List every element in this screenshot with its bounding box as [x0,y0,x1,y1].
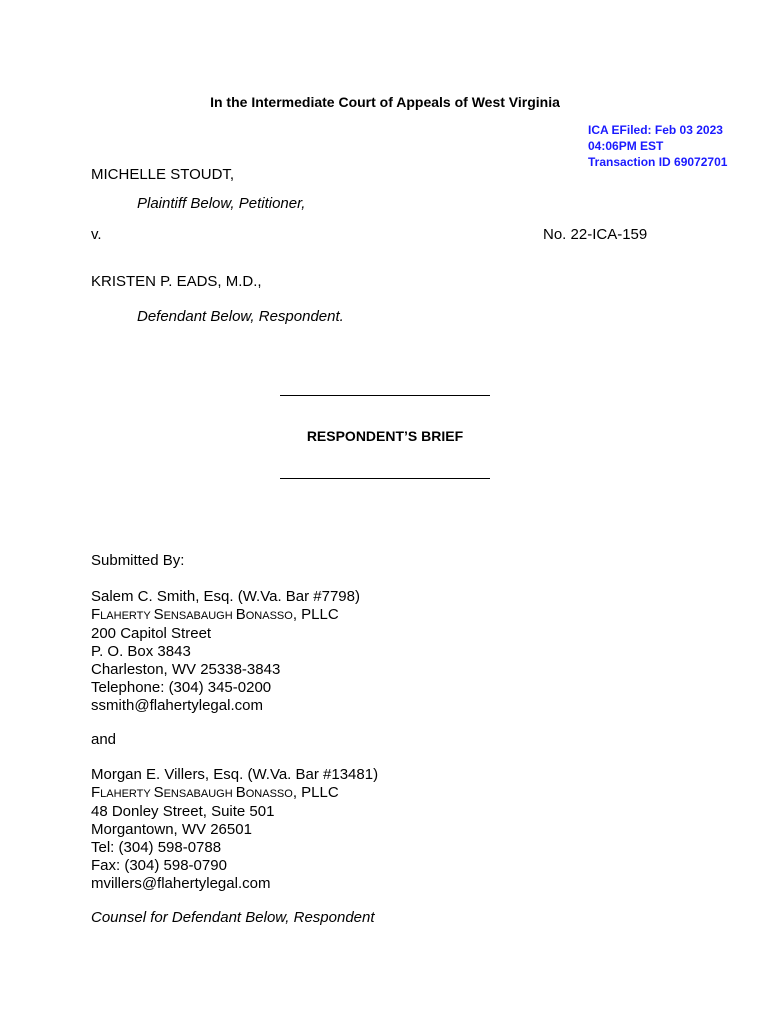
counsel-1-address-line-2: P. O. Box 3843 [91,643,191,660]
counsel-2-fax: Fax: (304) 598-0790 [91,857,227,874]
efile-time: 04:06PM EST [588,139,664,153]
efile-transaction-id: Transaction ID 69072701 [588,155,728,169]
counsel-designation: Counsel for Defendant Below, Respondent [91,909,375,926]
counsel-2-phone: Tel: (304) 598-0788 [91,839,222,856]
counsel-1-name: Salem C. Smith, Esq. (W.Va. Bar #7798) [91,588,360,605]
counsel-2-city: Morgantown, WV 26501 [91,821,252,838]
court-heading: In the Intermediate Court of Appeals of West Virginia [210,94,560,110]
brief-title: RESPONDENT’S BRIEF [306,428,464,444]
efile-date: ICA EFiled: Feb 03 2023 [588,123,723,137]
title-rule-top [280,395,490,396]
versus: v. [91,226,102,243]
petitioner-role: Plaintiff Below, Petitioner, [137,195,306,212]
respondent-role: Defendant Below, Respondent. [137,308,344,325]
counsel-block-2 [91,766,378,893]
counsel-2-email: mvillers@flahertylegal.com [91,875,271,892]
submitted-by-label: Submitted By: [91,552,185,569]
counsel-1-firm: FLAHERTY SENSABAUGH BONASSO, PLLC [91,606,339,623]
title-rule-bottom [280,478,490,479]
counsel-1-email: ssmith@flahertylegal.com [91,697,263,714]
case-number: No. 22-ICA-159 [543,226,648,243]
counsel-2-firm: FLAHERTY SENSABAUGH BONASSO, PLLC [91,784,339,801]
efile-stamp [588,122,727,170]
petitioner-name: MICHELLE STOUDT, [91,166,235,183]
and-label: and [91,731,117,748]
counsel-1-address-line-1: 200 Capitol Street [91,625,212,642]
counsel-2-name: Morgan E. Villers, Esq. (W.Va. Bar #13481) [91,766,379,783]
counsel-1-phone: Telephone: (304) 345-0200 [91,679,272,696]
counsel-block-1 [91,588,360,715]
counsel-2-address: 48 Donley Street, Suite 501 [91,803,275,820]
respondent-name: KRISTEN P. EADS, M.D., [91,273,262,290]
counsel-1-city: Charleston, WV 25338-3843 [91,661,281,678]
